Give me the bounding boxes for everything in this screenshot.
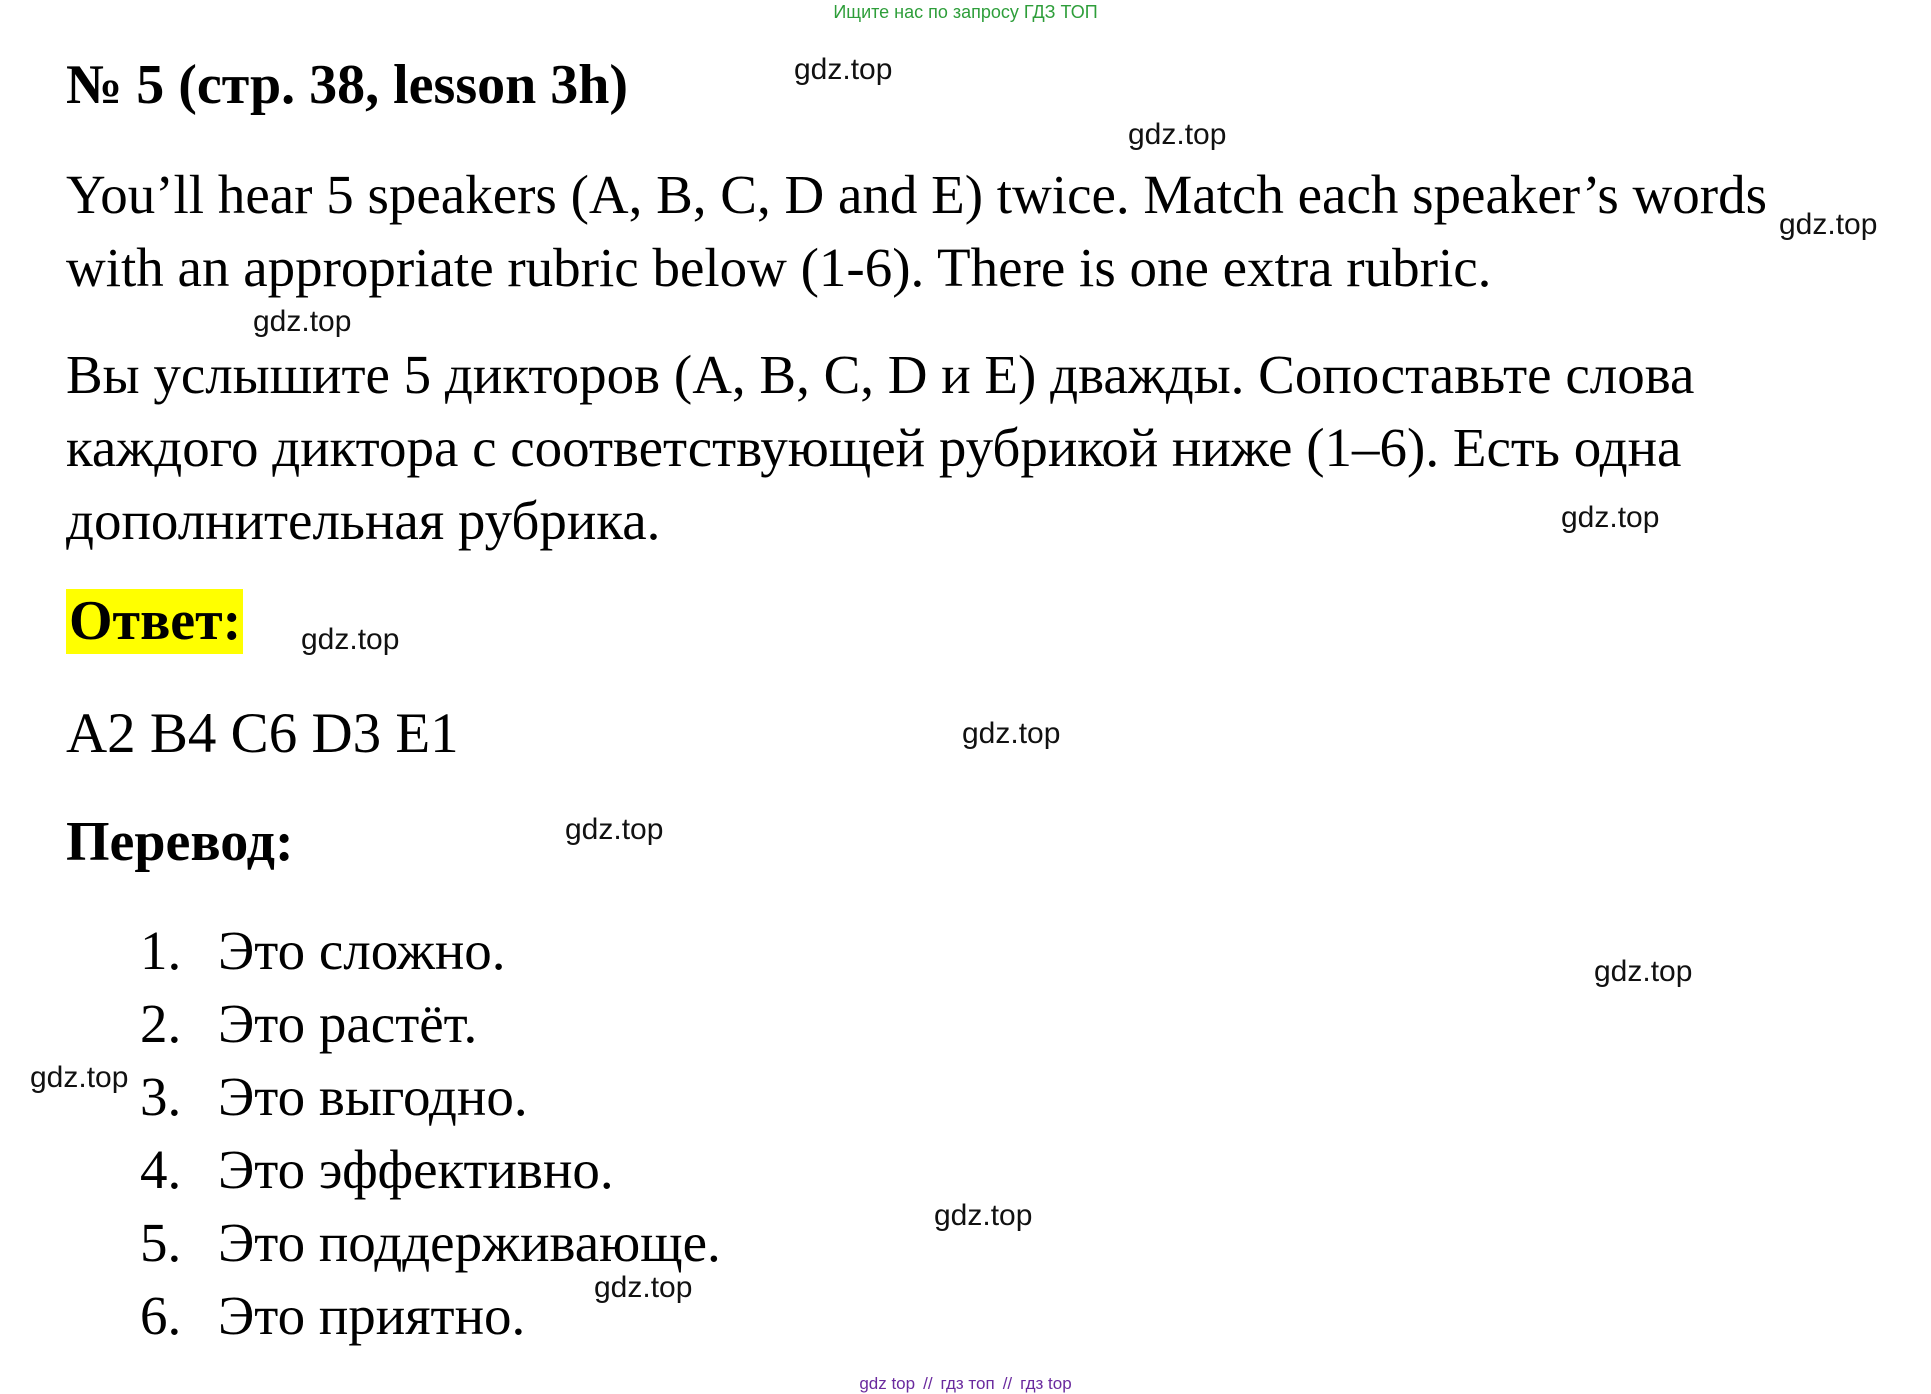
item-text: Это приятно. — [218, 1285, 526, 1346]
watermark: gdz.top — [1561, 501, 1660, 534]
translation-item — [140, 1206, 721, 1279]
task-text-english: You’ll hear 5 speakers (A, B, C, D and E) twice. Match each speaker’s words with an appropriate rubric below (1-6). There is one extra rubric. — [66, 164, 1767, 298]
watermark: gdz.top — [594, 1271, 693, 1304]
bottom-link[interactable]: гдз top — [1020, 1374, 1072, 1393]
item-number: 5. — [140, 1212, 182, 1273]
item-text: Это растёт. — [218, 993, 478, 1054]
answer-text: A2 B4 C6 D3 E1 — [66, 702, 459, 765]
task-text-russian: Вы услышите 5 дикторов (A, B, C, D и E) дважды. Сопоставьте слова каждого диктора с соответствующей рубрикой ниже (1–6). Есть одна дополнительная рубрика. — [66, 344, 1695, 551]
item-text: Это поддерживающе. — [218, 1212, 721, 1273]
watermark: gdz.top — [253, 305, 352, 338]
item-number: 6. — [140, 1285, 182, 1346]
bottom-links — [0, 1374, 1931, 1394]
answer-heading: Ответ: — [66, 589, 243, 654]
watermark: gdz.top — [1594, 955, 1693, 988]
item-number: 1. — [140, 920, 182, 981]
item-number: 4. — [140, 1139, 182, 1200]
translation-heading: Перевод: — [66, 811, 294, 873]
translation-item — [140, 1133, 721, 1206]
watermark: gdz.top — [565, 813, 664, 846]
watermark: gdz.top — [934, 1199, 1033, 1232]
bottom-link[interactable]: гдз топ — [940, 1374, 995, 1393]
item-text: Это эффективно. — [218, 1139, 614, 1200]
item-number: 3. — [140, 1066, 182, 1127]
item-text: Это сложно. — [218, 920, 506, 981]
link-separator: // — [1002, 1374, 1013, 1393]
item-text: Это выгодно. — [218, 1066, 528, 1127]
watermark: gdz.top — [1779, 208, 1878, 241]
watermark: gdz.top — [301, 623, 400, 656]
watermark: gdz.top — [30, 1061, 129, 1094]
watermark: gdz.top — [794, 53, 893, 86]
link-separator: // — [923, 1374, 933, 1393]
watermark: gdz.top — [962, 717, 1061, 750]
translation-item — [140, 1060, 721, 1133]
watermark: gdz.top — [1128, 118, 1227, 151]
translation-item — [140, 987, 721, 1060]
item-number: 2. — [140, 993, 182, 1054]
page-title: № 5 (стр. 38, lesson 3h) — [66, 54, 629, 116]
top-search-banner[interactable]: Ищите нас по запросу ГДЗ ТОП — [833, 2, 1098, 22]
translation-item — [140, 914, 721, 987]
bottom-link[interactable]: gdz top — [859, 1374, 916, 1393]
